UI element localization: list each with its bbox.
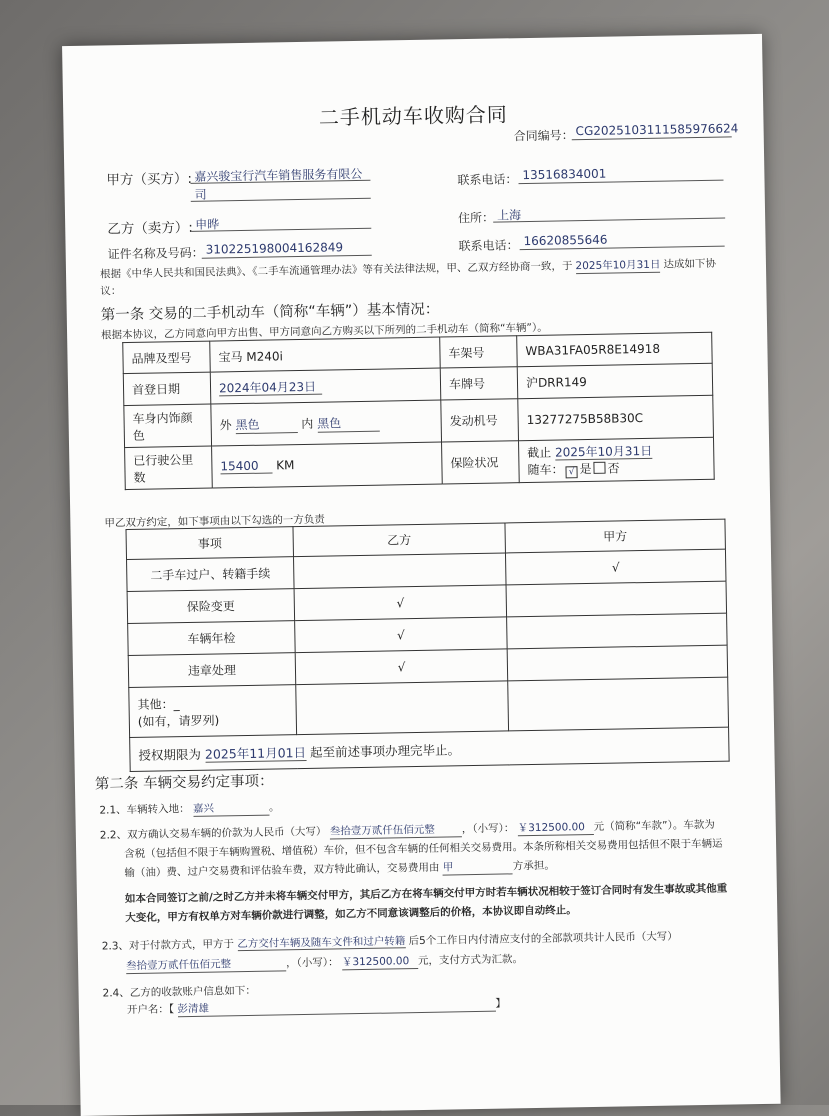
- vin-label: 车架号: [440, 336, 518, 368]
- reg-date-cell: [210, 368, 441, 404]
- section-2-2-line2: 含税（包括但不限于车辆购置税、增值税）车价，但不包含车辆的任何相关交易费用。本条所称相关交易费用包括但不限于车辆运: [124, 837, 723, 861]
- article2-title: 第二条 车辆交易约定事项：: [94, 773, 274, 793]
- duty-item: 保险变更: [127, 589, 295, 624]
- duty-a-mark: [506, 581, 727, 617]
- auth-date: 2025年11月01日: [204, 744, 307, 762]
- plate-label: 车牌号: [440, 367, 518, 400]
- party-b-address-label: 住所：: [457, 210, 495, 226]
- plate-value: 沪DRR149: [517, 363, 713, 398]
- contract-number: CG2025103111585976624: [575, 121, 739, 139]
- id-label: 证件名称及号码：: [107, 245, 204, 262]
- party-a-name-line2: 司: [194, 187, 207, 202]
- insurance-label: 保险状况: [442, 441, 520, 484]
- other-b: [296, 681, 509, 735]
- reg-date-label: 首登日期: [123, 372, 211, 406]
- account-name: 彭清雄: [177, 996, 495, 1018]
- payment-condition: 乙方交付车辆及随车文件和过户转籍: [237, 935, 406, 951]
- duties-intro: 甲乙双方约定，如下事项由以下勾选的一方负责: [104, 513, 325, 530]
- document-title: 二手机动车收购合同: [318, 102, 509, 130]
- party-a-phone-label: 联系电话：: [457, 172, 518, 188]
- section-2-3-line1: 2.3、对于付款方式，甲方于 乙方交付车辆及随车文件和过户转籍 后5个工作日内付清应支付的全部款项共计人民币（大写）: [101, 930, 678, 953]
- duty-b-mark: √: [295, 617, 508, 653]
- contract-number-label: 合同编号：: [513, 128, 574, 144]
- duty-item: 二手车过户、转籍手续: [127, 557, 295, 592]
- other-label: 其他：_ (如有，请罗列): [129, 685, 297, 738]
- insurance-date: 2025年10月31日: [554, 443, 653, 460]
- other-a: [508, 677, 729, 731]
- section-2-1: 2.1、车辆转入地： 嘉兴 。: [99, 801, 280, 817]
- engine-label: 发动机号: [441, 399, 519, 442]
- no-checkbox[interactable]: [593, 462, 605, 474]
- engine-value: 13277275B58B30C: [518, 395, 714, 440]
- party-a-name-line1: 嘉兴骏宝行汽车销售服务有限公: [194, 166, 363, 184]
- duty-a-mark: √: [505, 549, 726, 585]
- fee-party: 甲: [443, 858, 513, 875]
- preamble-line1: 根据《中华人民共和国民法典》、《二手车流通管理办法》等有关法律法规，甲、乙双方经协商一致，于 2025年10月31日 达成如下协: [99, 257, 717, 281]
- price-in-words: 叁拾壹万贰仟伍佰元整: [330, 821, 462, 839]
- brand-label: 品牌及型号: [123, 341, 211, 374]
- section-2-2-line3: 输（油）费、过户交易费和评估验车费，双方特此确认，交易费用由 甲 方承担。: [124, 859, 555, 880]
- article1-title: 第一条 交易的二手机动车（简称“车辆”）基本情况：: [100, 301, 440, 324]
- insurance-cell: 截止 2025年10月31日 随车： √ 是 否: [519, 437, 715, 482]
- section-2-4: 2.4、乙方的收款账户信息如下：: [102, 984, 256, 1000]
- vehicle-table: [122, 332, 714, 490]
- party-b-address: 上海: [496, 208, 522, 223]
- section-2-2-line1: 2.2、双方确认交易车辆的价款为人民币（大写） 叁拾壹万贰仟伍佰元整 ，（小写）： ￥312500.00 元（简称“车款”）。车款为: [99, 818, 715, 842]
- bold-clause-line1: 如本合同签订之前/之时乙方并未将车辆交付甲方，其后乙方在将车辆交付甲方时若车辆状况相较于签订合同时有发生事故或其他重: [124, 882, 728, 906]
- payment-in-numbers: ￥312500.00: [342, 953, 418, 970]
- brand-value: 宝马 M240i: [210, 337, 441, 372]
- contract-paper: [62, 34, 781, 1116]
- color-label: 车身内饰颜 色: [124, 404, 212, 448]
- party-a-label: 甲方（买方）:: [106, 170, 193, 189]
- account-name-line: 开户名：【 彭清雄 】: [126, 997, 507, 1017]
- mileage-label: 已行驶公里 数: [125, 446, 213, 490]
- article1-intro: 根据本协议，乙方同意向甲方出售、甲方同意向乙方购买以下所列的二手机动车（简称“车辆”）。: [101, 321, 548, 342]
- duty-item: 车辆年检: [128, 621, 296, 656]
- bold-clause-line2: 大变化，甲方有权单方对车辆价款进行调整，如乙方不同意该调整后的价格，本协议即自动终止。: [125, 904, 577, 925]
- auth-period: 授权期限为 2025年11月01日 起至前述事项办理完毕止。: [130, 727, 730, 771]
- duty-item: 违章处理: [128, 653, 296, 688]
- party-b-phone: 16620855646: [523, 232, 608, 249]
- price-in-numbers: ￥312500.00: [518, 819, 594, 836]
- vin-value: WBA31FA05R8E14918: [517, 332, 713, 366]
- mileage-cell: 15400 KM: [212, 442, 443, 488]
- interior-color: 黑色: [317, 413, 379, 432]
- reg-date-value: 2024年04月23日: [219, 380, 322, 397]
- id-number: 310225198004162849: [205, 240, 344, 257]
- duty-b-mark: √: [294, 585, 507, 621]
- party-b-phone-label: 联系电话：: [458, 238, 519, 254]
- col-item: 事项: [126, 527, 293, 560]
- duties-table: [125, 519, 729, 772]
- duty-b-mark: √: [295, 649, 508, 685]
- yes-checkbox[interactable]: √: [565, 466, 577, 478]
- col-party-a: 甲方: [505, 519, 725, 553]
- transfer-destination: 嘉兴: [193, 800, 269, 817]
- duty-a-mark: [507, 645, 728, 681]
- col-party-b: 乙方: [293, 523, 505, 557]
- duty-a-mark: [507, 613, 728, 649]
- party-b-label: 乙方（卖方）:: [107, 219, 193, 238]
- mileage-value: 15400: [220, 459, 272, 475]
- duty-b-mark: [293, 553, 506, 589]
- color-cell: 外 黑色 内 黑色: [211, 400, 442, 446]
- party-b-name: 申晔: [195, 217, 220, 232]
- section-2-3-line2: 叁拾壹万贰仟伍佰元整 ，（小写）： ￥312500.00 元，支付方式为汇款。: [126, 953, 524, 973]
- preamble-date: 2025年10月31日: [575, 258, 661, 273]
- preamble-line2: 议：: [100, 285, 122, 298]
- payment-in-words: 叁拾壹万贰仟伍佰元整: [126, 955, 286, 974]
- party-a-phone: 13516834001: [522, 166, 607, 183]
- exterior-color: 黑色: [235, 415, 297, 434]
